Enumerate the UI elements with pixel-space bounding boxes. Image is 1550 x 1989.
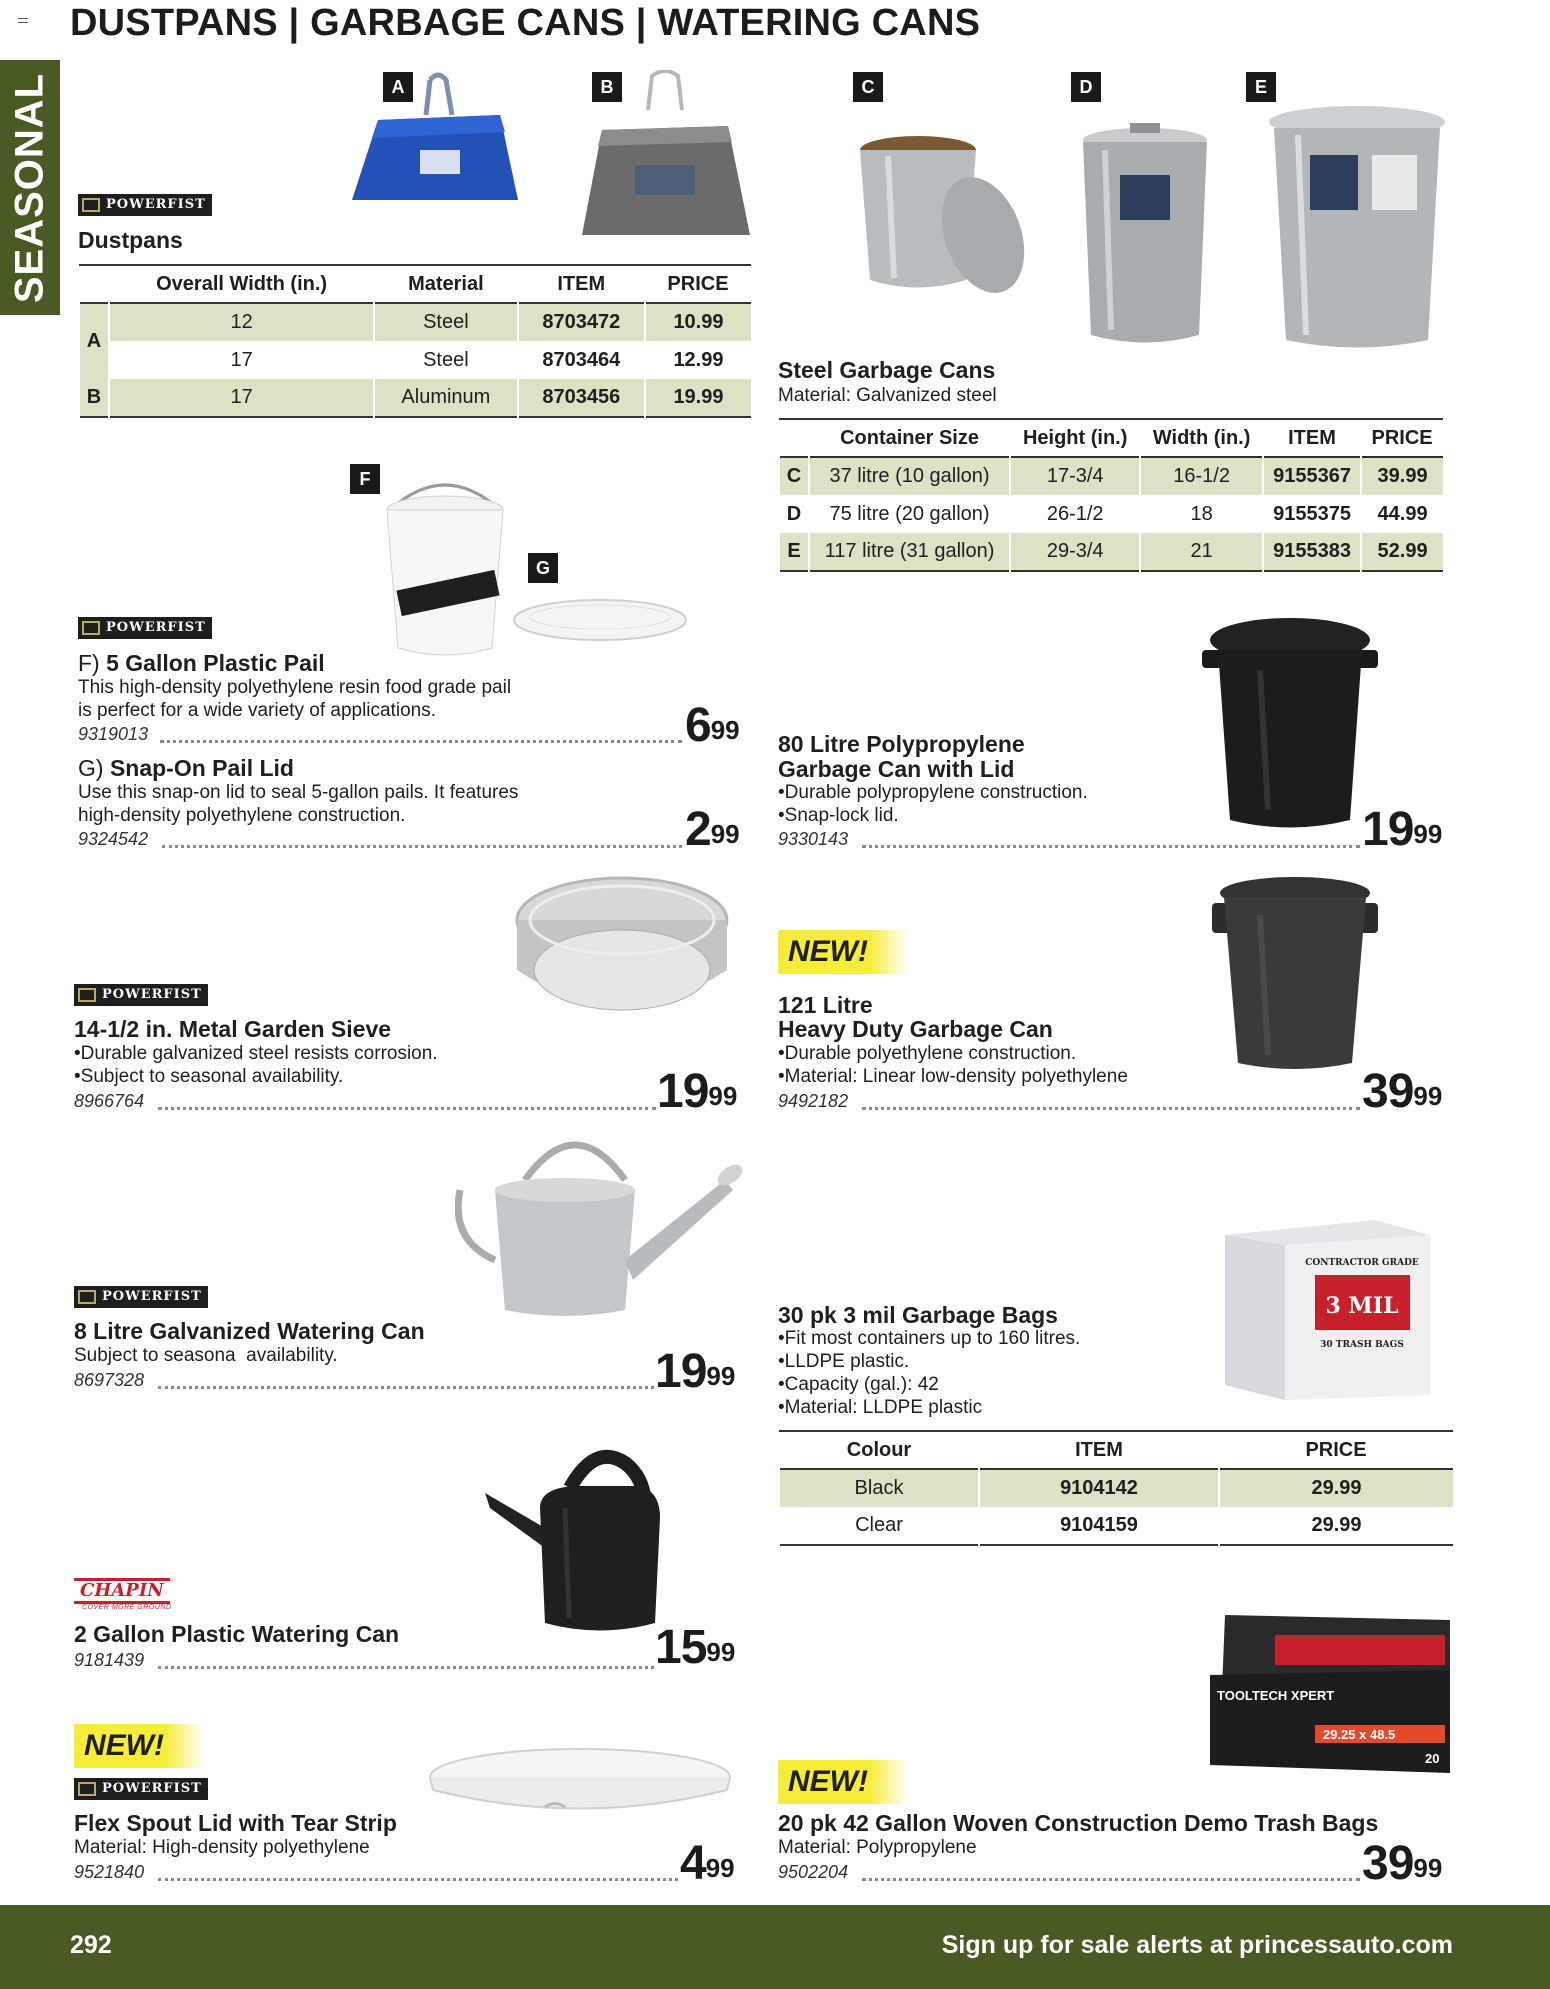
price-cents: 99 bbox=[708, 1081, 738, 1111]
trash-bags-title: 20 pk 42 Gallon Woven Construction Demo Trash Bags bbox=[778, 1810, 1379, 1836]
cell-colour: Black bbox=[779, 1469, 979, 1507]
cell-size: 37 litre (10 gallon) bbox=[809, 457, 1010, 495]
box-size: 29.25 x 48.5 bbox=[1323, 1727, 1396, 1742]
grey-garbage-can-image bbox=[1210, 875, 1380, 1075]
page-number: 292 bbox=[70, 1931, 112, 1959]
box-count: 20 bbox=[1425, 1751, 1440, 1766]
table-row bbox=[79, 303, 751, 341]
section-tab[interactable] bbox=[0, 60, 60, 315]
heavy-can-title-2: Heavy Duty Garbage Can bbox=[778, 1016, 1053, 1042]
cell-price: 29.99 bbox=[1219, 1469, 1453, 1507]
table-row bbox=[779, 457, 1443, 495]
steel-dustpan-image bbox=[580, 70, 750, 240]
spout-lid-title: Flex Spout Lid with Tear Strip bbox=[74, 1810, 397, 1836]
col-item: ITEM bbox=[1075, 1438, 1123, 1461]
table-row bbox=[779, 495, 1443, 533]
poly-can-bullet-1: •Durable polypropylene construction. bbox=[778, 782, 1088, 803]
heavy-can-bullet-1: •Durable polyethylene construction. bbox=[778, 1043, 1077, 1064]
col-price: PRICE bbox=[667, 272, 729, 295]
cell-size: 75 litre (20 gallon) bbox=[809, 495, 1010, 533]
lid-title-text: Snap-On Pail Lid bbox=[109, 755, 294, 781]
spout-lid-material: Material: High-density polyethylene bbox=[74, 1837, 370, 1858]
badge-d: D bbox=[1071, 72, 1101, 102]
cell-height: 17-3/4 bbox=[1010, 457, 1140, 495]
pail-title-text: 5 Gallon Plastic Pail bbox=[106, 650, 325, 676]
badge-c: C bbox=[853, 72, 883, 102]
cell-size: 117 litre (31 gallon) bbox=[809, 533, 1010, 571]
heavy-can-bullet-2: •Material: Linear low-density polyethylene bbox=[778, 1066, 1128, 1087]
bags-title: 30 pk 3 mil Garbage Bags bbox=[778, 1302, 1058, 1328]
cell-height: 26-1/2 bbox=[1010, 495, 1140, 533]
box-label-main: 3 MIL bbox=[1325, 1293, 1399, 1319]
dustpans-title: Dustpans bbox=[78, 227, 183, 253]
powerfist-logo: POWERFIST bbox=[74, 984, 208, 1006]
pail-desc-2: is perfect for a wide variety of applications. bbox=[78, 700, 437, 721]
row-letter: C bbox=[779, 457, 809, 495]
cell-price: 39.99 bbox=[1361, 457, 1443, 495]
price-dollars: 15 bbox=[655, 1621, 707, 1674]
leader-dots bbox=[862, 1107, 1360, 1110]
table-row bbox=[779, 1469, 1453, 1507]
new-badge: NEW! bbox=[74, 1724, 204, 1768]
cell-width: 16-1/2 bbox=[1140, 457, 1263, 495]
plastic-pail-image bbox=[380, 470, 510, 660]
garbage-bags-box-image bbox=[1225, 1215, 1435, 1400]
price-dollars: 39 bbox=[1362, 1065, 1414, 1118]
trash-bags-material: Material: Polypropylene bbox=[778, 1837, 977, 1858]
new-badge: NEW! bbox=[778, 1760, 908, 1804]
pail-sku: 9319013 bbox=[78, 724, 149, 744]
table-row bbox=[79, 379, 751, 417]
trash-bags-box-image bbox=[1205, 1615, 1455, 1775]
cell-price: 29.99 bbox=[1219, 1507, 1453, 1545]
lid-title bbox=[78, 755, 294, 782]
sieve-sku: 8966764 bbox=[74, 1091, 145, 1111]
powerfist-logo: POWERFIST bbox=[74, 1778, 208, 1800]
pail-price bbox=[685, 699, 740, 752]
col-width: Width (in.) bbox=[1152, 426, 1251, 449]
signup-link[interactable]: Sign up for sale alerts at princessauto.com bbox=[941, 1931, 1453, 1959]
lid-desc-1: Use this snap-on lid to seal 5-gallon pails. It features bbox=[78, 782, 519, 803]
cell-material: Steel bbox=[374, 303, 517, 341]
leader-dots bbox=[160, 740, 682, 743]
leader-dots bbox=[158, 1666, 654, 1669]
table-row bbox=[779, 533, 1443, 571]
pail-lid-image bbox=[510, 595, 690, 645]
box-label-top: CONTRACTOR GRADE bbox=[1305, 1258, 1419, 1268]
powerfist-logo: POWERFIST bbox=[74, 1286, 208, 1308]
price-dollars: 6 bbox=[685, 699, 711, 752]
cell-price: 19.99 bbox=[645, 379, 751, 417]
col-price: PRICE bbox=[1305, 1438, 1367, 1461]
cell-item: 9104159 bbox=[979, 1507, 1219, 1545]
col-height: Height (in.) bbox=[1022, 426, 1128, 449]
col-width: Overall Width (in.) bbox=[156, 272, 328, 295]
bags-table bbox=[778, 1430, 1453, 1546]
watering-can-sku: 8697328 bbox=[74, 1370, 145, 1390]
row-letter: D bbox=[779, 495, 809, 533]
col-price: PRICE bbox=[1371, 426, 1433, 449]
cell-item: 8703456 bbox=[518, 379, 645, 417]
cell-width: 17 bbox=[109, 379, 374, 417]
table-row bbox=[779, 1507, 1453, 1545]
pail-prefix: F) bbox=[78, 650, 100, 676]
poly-can-price bbox=[1362, 803, 1443, 856]
leader-dots bbox=[862, 1878, 1360, 1881]
spout-lid-sku: 9521840 bbox=[74, 1862, 145, 1882]
sieve-title: 14-1/2 in. Metal Garden Sieve bbox=[74, 1016, 392, 1042]
leader-dots bbox=[158, 1386, 654, 1389]
plastic-can-sku: 9181439 bbox=[74, 1650, 145, 1670]
price-dollars: 19 bbox=[655, 1345, 707, 1398]
cell-width: 12 bbox=[109, 303, 374, 341]
flex-spout-lid-image bbox=[425, 1745, 735, 1820]
sieve-price bbox=[657, 1065, 738, 1118]
price-dollars: 19 bbox=[1362, 803, 1414, 856]
powerfist-logo: POWERFIST bbox=[78, 194, 212, 216]
leader-dots bbox=[162, 845, 682, 848]
lid-desc-2: high-density polyethylene construction. bbox=[78, 805, 406, 826]
cell-width: 21 bbox=[1140, 533, 1263, 571]
black-watering-can-image bbox=[485, 1448, 685, 1638]
cell-item: 8703472 bbox=[518, 303, 645, 341]
col-colour: Colour bbox=[846, 1438, 912, 1461]
cell-item: 9104142 bbox=[979, 1469, 1219, 1507]
trash-bags-sku: 9502204 bbox=[778, 1862, 849, 1882]
cell-height: 29-3/4 bbox=[1010, 533, 1140, 571]
cell-colour: Clear bbox=[779, 1507, 979, 1545]
bags-bullet-1: •Fit most containers up to 160 litres. bbox=[778, 1328, 1081, 1349]
price-cents: 99 bbox=[1413, 1081, 1443, 1111]
blue-dustpan-image bbox=[350, 70, 525, 205]
cell-material: Steel bbox=[374, 341, 517, 379]
cell-price: 44.99 bbox=[1361, 495, 1443, 533]
plastic-can-title: 2 Gallon Plastic Watering Can bbox=[74, 1621, 400, 1647]
pail-desc-1: This high-density polyethylene resin food grade pail bbox=[78, 677, 512, 698]
cell-price: 52.99 bbox=[1361, 533, 1443, 571]
cell-width: 17 bbox=[109, 341, 374, 379]
price-dollars: 4 bbox=[680, 1837, 706, 1890]
spout-lid-price bbox=[680, 1837, 735, 1890]
price-cents: 99 bbox=[710, 715, 740, 745]
footer-bar bbox=[0, 1905, 1550, 1989]
chapin-logo: CHAPIN bbox=[74, 1578, 170, 1604]
pail-title bbox=[78, 650, 325, 677]
poly-can-title-1: 80 Litre Polypropylene bbox=[778, 731, 1025, 757]
poly-can-title-2: Garbage Can with Lid bbox=[778, 756, 1015, 782]
heavy-can-sku: 9492182 bbox=[778, 1091, 849, 1111]
cell-item: 8703464 bbox=[518, 341, 645, 379]
cell-item: 9155383 bbox=[1263, 533, 1361, 571]
col-item: ITEM bbox=[557, 272, 606, 295]
steel-cans-material: Material: Galvanized steel bbox=[778, 385, 997, 406]
bags-bullet-4: •Material: LLDPE plastic bbox=[778, 1397, 983, 1418]
dustpans-table bbox=[78, 264, 751, 418]
row-group: B bbox=[79, 379, 109, 417]
steel-can-large-image bbox=[1262, 100, 1452, 355]
chapin-tagline: COVER MORE GROUND bbox=[82, 1604, 172, 1611]
price-dollars: 19 bbox=[657, 1065, 709, 1118]
price-cents: 99 bbox=[705, 1853, 735, 1883]
bags-bullet-3: •Capacity (gal.): 42 bbox=[778, 1374, 939, 1395]
badge-b: B bbox=[592, 72, 622, 102]
badge-g: G bbox=[528, 553, 558, 583]
cell-material: Aluminum bbox=[374, 379, 517, 417]
price-dollars: 2 bbox=[685, 803, 711, 856]
badge-a: A bbox=[383, 72, 413, 102]
black-garbage-can-image bbox=[1200, 610, 1380, 835]
galvanized-watering-can-image bbox=[455, 1130, 745, 1320]
box-label-sub: 30 TRASH BAGS bbox=[1320, 1340, 1404, 1350]
badge-e: E bbox=[1246, 72, 1276, 102]
cell-price: 10.99 bbox=[645, 303, 751, 341]
col-item: ITEM bbox=[1288, 426, 1336, 449]
box-brand: TOOLTECH XPERT bbox=[1217, 1688, 1335, 1703]
trash-bags-price bbox=[1362, 1837, 1443, 1890]
cell-item: 9155367 bbox=[1263, 457, 1361, 495]
steel-cans-title: Steel Garbage Cans bbox=[778, 357, 996, 383]
heavy-can-title-1: 121 Litre bbox=[778, 992, 873, 1018]
col-size: Container Size bbox=[840, 426, 979, 449]
lid-prefix: G) bbox=[78, 755, 104, 781]
row-letter: E bbox=[779, 533, 809, 571]
price-dollars: 39 bbox=[1362, 1837, 1414, 1890]
watering-can-title: 8 Litre Galvanized Watering Can bbox=[74, 1318, 425, 1344]
price-cents: 99 bbox=[706, 1361, 736, 1391]
steel-can-small-image bbox=[848, 120, 1028, 305]
garden-sieve-image bbox=[512, 870, 732, 1040]
watering-can-price bbox=[655, 1345, 736, 1398]
cell-width: 18 bbox=[1140, 495, 1263, 533]
cell-item: 9155375 bbox=[1263, 495, 1361, 533]
plastic-can-price bbox=[655, 1621, 736, 1674]
leader-dots bbox=[158, 1107, 656, 1110]
poly-can-sku: 9330143 bbox=[778, 829, 849, 849]
badge-f: F bbox=[350, 464, 380, 494]
steel-can-medium-image bbox=[1075, 120, 1215, 350]
price-cents: 99 bbox=[1413, 1853, 1443, 1883]
table-row bbox=[79, 341, 751, 379]
price-cents: 99 bbox=[710, 819, 740, 849]
cell-price: 12.99 bbox=[645, 341, 751, 379]
price-cents: 99 bbox=[706, 1637, 736, 1667]
sieve-bullet-1: •Durable galvanized steel resists corrosion. bbox=[74, 1043, 438, 1064]
lid-price bbox=[685, 803, 740, 856]
corner-mark bbox=[18, 18, 28, 23]
leader-dots bbox=[862, 845, 1360, 848]
col-material: Material bbox=[408, 272, 484, 295]
new-badge: NEW! bbox=[778, 930, 908, 974]
powerfist-logo: POWERFIST bbox=[78, 617, 212, 639]
bags-bullet-2: •LLDPE plastic. bbox=[778, 1351, 910, 1372]
leader-dots bbox=[158, 1878, 678, 1881]
heavy-can-price bbox=[1362, 1065, 1443, 1118]
price-cents: 99 bbox=[1413, 819, 1443, 849]
section-tab-label: SEASONAL bbox=[7, 72, 52, 304]
sieve-bullet-2: •Subject to seasonal availability. bbox=[74, 1066, 344, 1087]
watering-can-desc: Subject to seasona availability. bbox=[74, 1345, 338, 1366]
row-group: A bbox=[79, 303, 109, 379]
lid-sku: 9324542 bbox=[78, 829, 149, 849]
steel-cans-table bbox=[778, 418, 1443, 572]
page-title: DUSTPANS | GARBAGE CANS | WATERING CANS bbox=[70, 2, 981, 44]
poly-can-bullet-2: •Snap-lock lid. bbox=[778, 805, 899, 826]
